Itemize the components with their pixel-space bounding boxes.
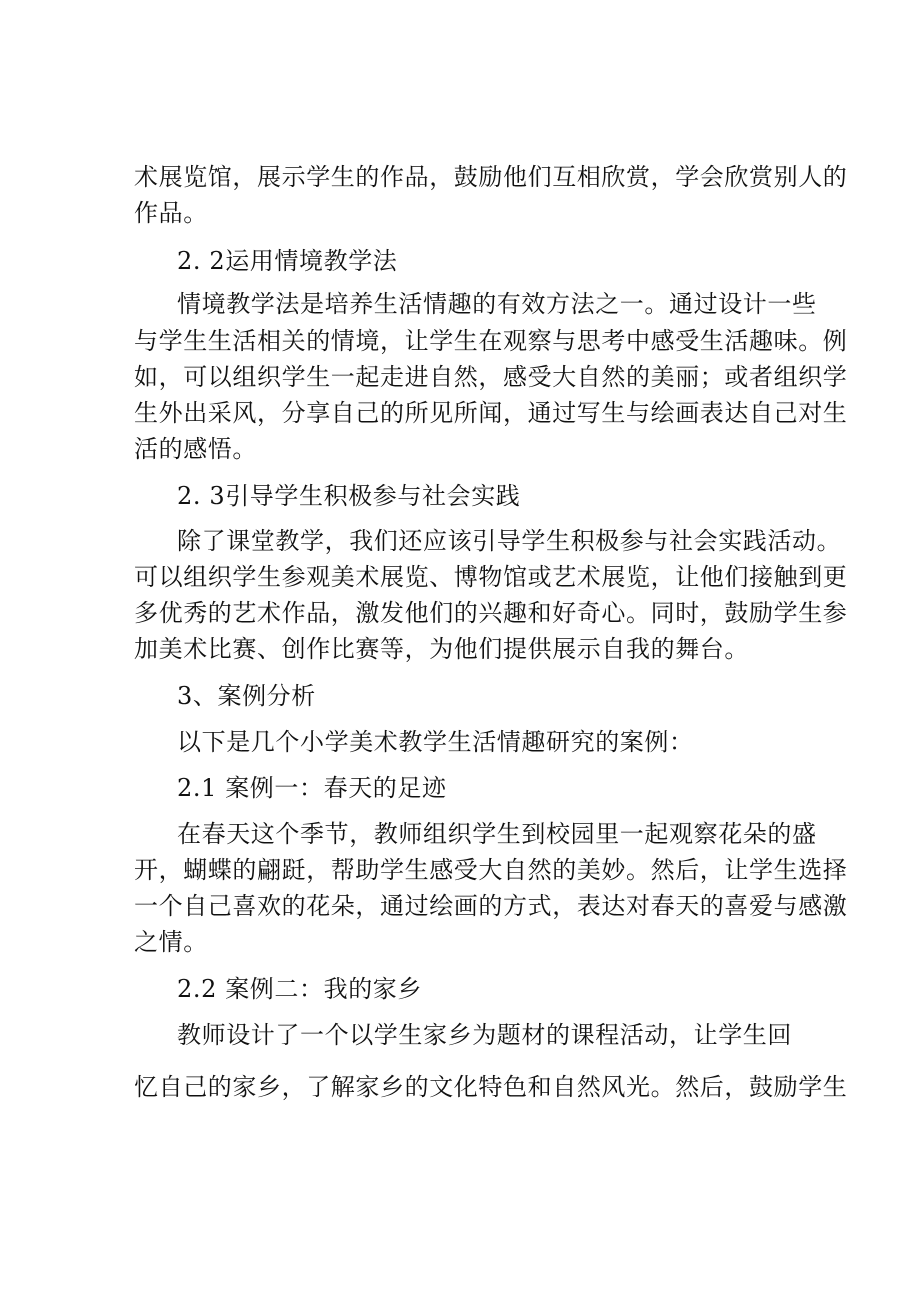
text-line: 可以组织学生参观美术展览、博物馆或艺术展览，让他们接触到更 [134, 563, 848, 591]
text-line: 教师设计了一个以学生家乡为题材的课程活动，让学生回 [177, 1021, 792, 1049]
section-heading: 2. 3引导学生积极参与社会实践 [177, 482, 521, 510]
text-line: 以下是几个小学美术教学生活情趣研究的案例： [177, 728, 694, 756]
text-line: 多优秀的艺术作品，激发他们的兴趣和好奇心。同时，鼓励学生参 [134, 599, 848, 627]
case-heading: 2.2 案例二：我的家乡 [177, 975, 422, 1003]
text-line: 生外出采风，分享自己的所见所闻，通过写生与绘画表达自己对生 [134, 399, 848, 427]
text-line: 忆自己的家乡，了解家乡的文化特色和自然风光。然后，鼓励学生 [134, 1073, 848, 1101]
text-line: 活的感悟。 [134, 435, 257, 463]
text-line: 除了课堂教学，我们还应该引导学生积极参与社会实践活动。 [177, 527, 842, 555]
text-line: 一个自己喜欢的花朵，通过绘画的方式，表达对春天的喜爱与感激 [134, 892, 848, 920]
text-line: 开，蝴蝶的翩跹，帮助学生感受大自然的美妙。然后，让学生选择 [134, 856, 848, 884]
section-heading: 2. 2运用情境教学法 [177, 247, 398, 275]
section-heading: 3、案例分析 [177, 682, 316, 710]
text-line: 与学生生活相关的情境，让学生在观察与思考中感受生活趣味。例 [134, 327, 848, 355]
text-line: 加美术比赛、创作比赛等，为他们提供展示自我的舞台。 [134, 635, 749, 663]
text-line: 在春天这个季节，教师组织学生到校园里一起观察花朵的盛 [177, 820, 817, 848]
text-line: 术展览馆，展示学生的作品，鼓励他们互相欣赏，学会欣赏别人的 [134, 163, 848, 191]
text-line: 之情。 [134, 928, 208, 956]
text-line: 如，可以组织学生一起走进自然，感受大自然的美丽；或者组织学 [134, 363, 848, 391]
text-line: 情境教学法是培养生活情趣的有效方法之一。通过设计一些 [177, 290, 817, 318]
case-heading: 2.1 案例一：春天的足迹 [177, 774, 447, 802]
text-line: 作品。 [134, 199, 208, 227]
